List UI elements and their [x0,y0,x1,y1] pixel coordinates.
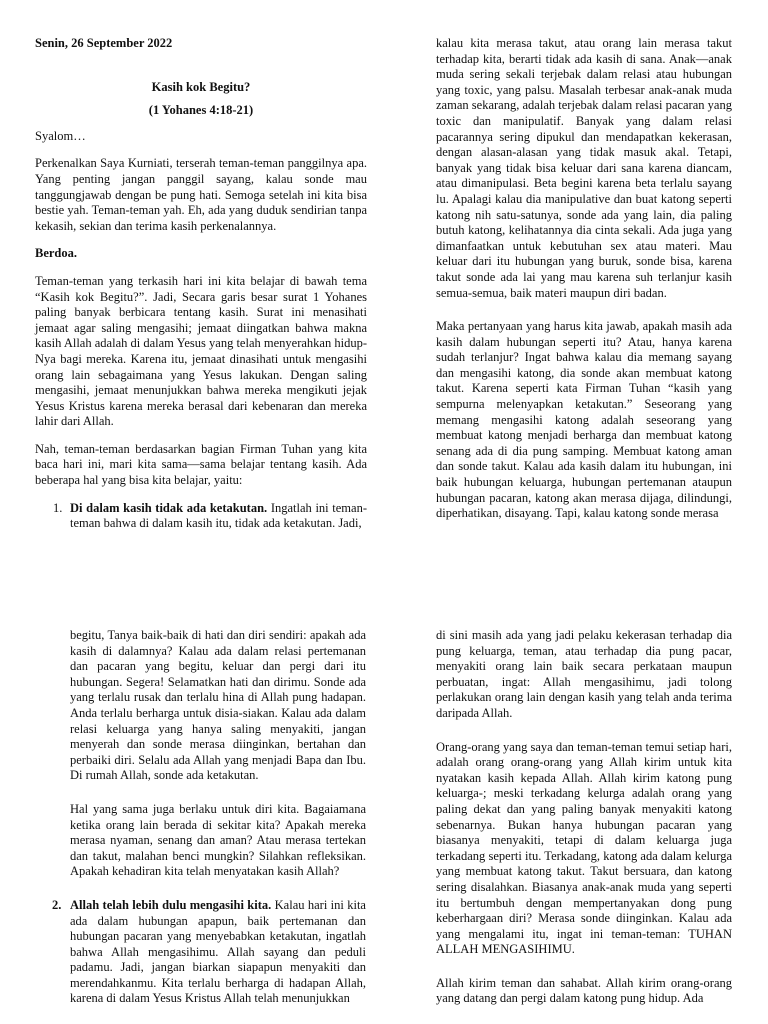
page2-left-column [52,628,366,1019]
list-item-text: Ingatlah ini teman-teman bahwa di dalam kasih itu, tidak ada ketakutan. Jadi, [70,500,367,531]
document-date: Senin, 26 September 2022 [35,36,173,50]
document-title: Kasih kok Begitu? [151,79,251,94]
list-item-text: Kalau hari ini kita ada dalam hubungan apapun, baik pertemanan dan hubungan pacaran yang menyebabkan ketakutan, ingatlah bahwa Allah mengasihimu. Allah sayang dan peduli padamu. Jadi, jangan biarkan siapapun menyakiti dan merendahkanmu. Kita terlalu berharga di hadapan Allah, karena di dalam Yesus Kristus Allah telah menunjukkan [70,897,366,1006]
body-paragraph: Nah, teman-teman berdasarkan bagian Firman Tuhan yang kita baca hari ini, mari kita sama—sama belajar tentang kasih. Ada beberapa hal yang bisa kita belajar, yaitu: [35,441,367,488]
page1-left-column [35,36,367,544]
list-item-2 [52,897,366,1007]
body-paragraph: Maka pertanyaan yang harus kita jawab, apakah masih ada kasih dalam hubungan seperti itu? Atau, hanya karena sudah terlanjur? Ingat bahwa kalau dia memang sayang dan mengasihi katong, dia sonde akan membuat katong takut. Karena seperti kata Firman Tuhan “kasih yang sempurna melenyapkan ketakutan.” Seseorang yang memang mengasihi katong adalah seseorang yang membuat katong menjadi berharga dan membuat katong senang ada di dia pung samping. Membuat katong aman dan sonde takut. Kalau ada kasih dalam itu hubungan, ini baik hubungan keluarga, hubungan pertemanan ataupun hubungan pacaran, katong akan merasa dijaga, dilindungi, diperhatikan, disayang. Tapi, kalau katong sonde merasa [436,319,732,521]
list-item-heading: Di dalam kasih tidak ada ketakutan. [70,500,268,515]
list-number: 1. [53,500,63,515]
body-paragraph: Allah kirim teman dan sahabat. Allah kirim orang-orang yang datang dan pergi dalam katong pung hidup. Ada [436,975,732,1006]
body-paragraph: Orang-orang yang saya dan teman-teman temui setiap hari, adalah orang orang-orang yang Allah kirim untuk kita nyatakan kasih kepada Allah. Allah kirim katong pung keluarga-; meski terkadang kelurga adalah orang yang paling dekat dan yang paling banyak menyakiti katong sebenarnya. Bukan hanya hubungan pacaran yang biasanya menyakiti, tetapi di dalam keluarga juga terkadang seperti itu. Terkadang, katong ada dalam kelurga yang membuat katong takut. Takut bersuara, dan katong sering disalahkan. Biasanya anak-anak muda yang seperti itu bertumbuh dengan mempertanyakan dong pung keberhargaan diri? Merasa sonde diinginkan. Kalau ada yang mengalami itu, ingat ini teman-teman: TUHAN ALLAH MENGASIHIMU. [436,739,732,957]
prayer-heading: Berdoa. [35,246,78,261]
intro-paragraph: Perkenalkan Saya Kurniati, terserah teman-teman panggilnya apa. Yang penting jangan panggil sayang, kalau sonde mau tanggungjawab dengan be pung hati. Semoga setelah ini kita bisa bestie yah. Teman-teman yah. Eh, ada yang duduk sendirian tanpa kekasih, sekian dan terima kasih perkenalannya. [35,156,367,233]
body-paragraph: Hal yang sama juga berlaku untuk diri kita. Bagaiamana ketika orang lain berada di sekitar kita? Apakah mereka merasa nyaman, senang dan aman? Atau merasa tertekan dan takut, malahan benci mungkin? Silahkan refleksikan. Apakah kehadiran kita telah menyatakan kasih Allah? [70,801,366,879]
bible-verse: (1 Yohanes 4:18-21) [148,103,254,118]
list-number: 2. [52,897,62,912]
body-paragraph: di sini masih ada yang jadi pelaku kekerasan terhadap dia pung keluarga, teman, atau terhadap dia pung pacar, menyakiti orang lain baik secara perkataan maupun perbuatan, ingat: Allah mengasihimu, jadi tolong perlakukan orang lain dengan kasih yang telah anda terima daripada Allah. [436,628,732,720]
greeting: Syalom… [35,128,86,143]
body-paragraph: Teman-teman yang terkasih hari ini kita belajar di bawah tema “Kasih kok Begitu?”. Jadi, Secara garis besar surat 1 Yohanes paling banyak berbicara tentang kasih. Surat ini menasihati jemaat agar saling mengasihi; jemaat diingatkan bahwa makna kasih Allah adalah di dalam Yesus yang telah menyerahkan hidup-Nya bagi mereka. Karena itu, jemaat dinasihati untuk mengasihi orang lain sebagaimana yang Yesus lakukan. Dengan saling mengasihi, jemaat menunjukkan bahwa mereka mengikuti jejak Yesus Kristus karena mereka berasal dari kebenaran dan mereka lahir dari Allah. [35,273,367,429]
list-item-1 [53,500,367,532]
page1-right-column [436,36,732,534]
body-paragraph: kalau kita merasa takut, atau orang lain merasa takut terhadap kita, berarti tidak ada kasih di sana. Anak—anak muda sering sekali terjebak dalam relasi atau hubungan yang toxic, yang palsu. Masalah terbesar anak-anak muda zaman sekarang, adalah terjebak dalam relasi pacaran yang toxic dan manipulatif. Banyak yang dalam relasi pacarannya sering dipukul dan mendapatkan kekerasan, dengan alasan-alasan yang tidak masuk akal. Tetapi, banyak yang tidak bisa keluar dari sana karena diancam, atau dimanipulasi. Beta begini karena beta terlalu sayang lu. Apalagi kalau dia manipulative dan buat katong seperti katong nih satu-satunya, sonde ada yang lain, dia paling butuh katong, kelihatannya dia cinta sekali. Ada juga yang dimanfaatkan untuk kebutuhan sex atau materi. Mau keluar dari itu hubungan yang buruk, sonde bisa, karena takut sonde ada lai yang mau karena suh terlanjur kasih semua-semua, baik materi maupun diri badan. [436,36,732,300]
body-paragraph: begitu, Tanya baik-baik di hati dan diri sendiri: apakah ada kasih di dalamnya? Kalau ada dalam relasi pertemanan dan pacaran yang begitu, keluar dan pergi dari itu hubungan. Segera! Selamatkan hati dan dirimu. Sonde ada yang terlalu rusak dan terlalu hina di Allah pung hadapan. Anda terlalu berharga untuk disia-siakan. Kalau ada dalam relasi keluarga yang hanya saling menyakiti, jangan menyerah dan sonde merasa diinginkan, bertahan dan perbaiki diri. Selalu ada Allah yang menjadi Bapa dan Ibu. Di rumah Allah, sonde ada ketakutan. [70,628,366,783]
page2-right-column [436,628,732,1019]
list-item-heading: Allah telah lebih dulu mengasihi kita. [70,897,272,912]
page-gap [0,600,768,628]
